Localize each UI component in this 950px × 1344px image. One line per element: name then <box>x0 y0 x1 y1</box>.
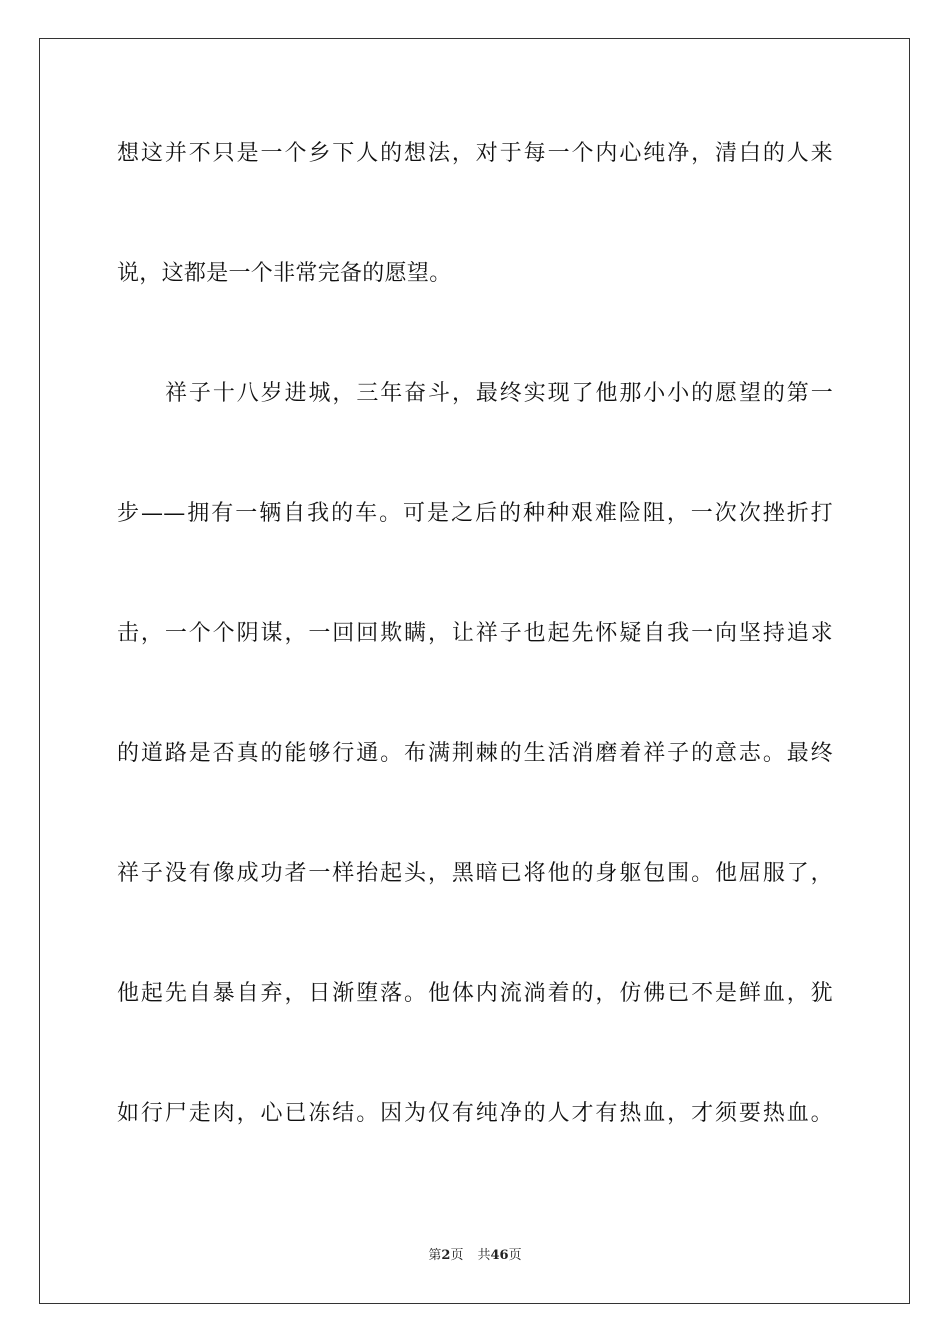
total-suffix: 页 <box>508 1248 522 1263</box>
body-text-line-8: 他起先自暴自弃，日渐堕落。他体内流淌着的，仿佛已不是鲜血，犹 <box>117 981 833 1006</box>
page-footer <box>0 1247 950 1265</box>
page-suffix: 页 <box>450 1248 464 1263</box>
body-text-line-4: 步——拥有一辆自我的车。可是之后的种种艰难险阻，一次次挫折打 <box>117 501 833 526</box>
body-text-line-6: 的道路是否真的能够行通。布满荆棘的生活消磨着祥子的意志。最终 <box>117 741 833 766</box>
body-text-line-3: 祥子十八岁进城，三年奋斗，最终实现了他那小小的愿望的第一 <box>165 381 833 406</box>
body-text-line-5: 击，一个个阴谋，一回回欺瞒，让祥子也起先怀疑自我一向坚持追求 <box>117 621 833 646</box>
body-text-line-9: 如行尸走肉，心已冻结。因为仅有纯净的人才有热血，才须要热血。 <box>117 1101 833 1126</box>
total-pages: 46 <box>490 1248 509 1263</box>
page-number: 2 <box>441 1248 451 1263</box>
body-text-line-7: 祥子没有像成功者一样抬起头，黑暗已将他的身躯包围。他屈服了， <box>117 861 833 886</box>
page-prefix: 第 <box>428 1248 442 1263</box>
total-prefix: 共 <box>477 1248 491 1263</box>
body-text-line-2: 说，这都是一个非常完备的愿望。 <box>117 261 452 286</box>
body-text-line-1: 想这并不只是一个乡下人的想法，对于每一个内心纯净，清白的人来 <box>117 141 833 166</box>
